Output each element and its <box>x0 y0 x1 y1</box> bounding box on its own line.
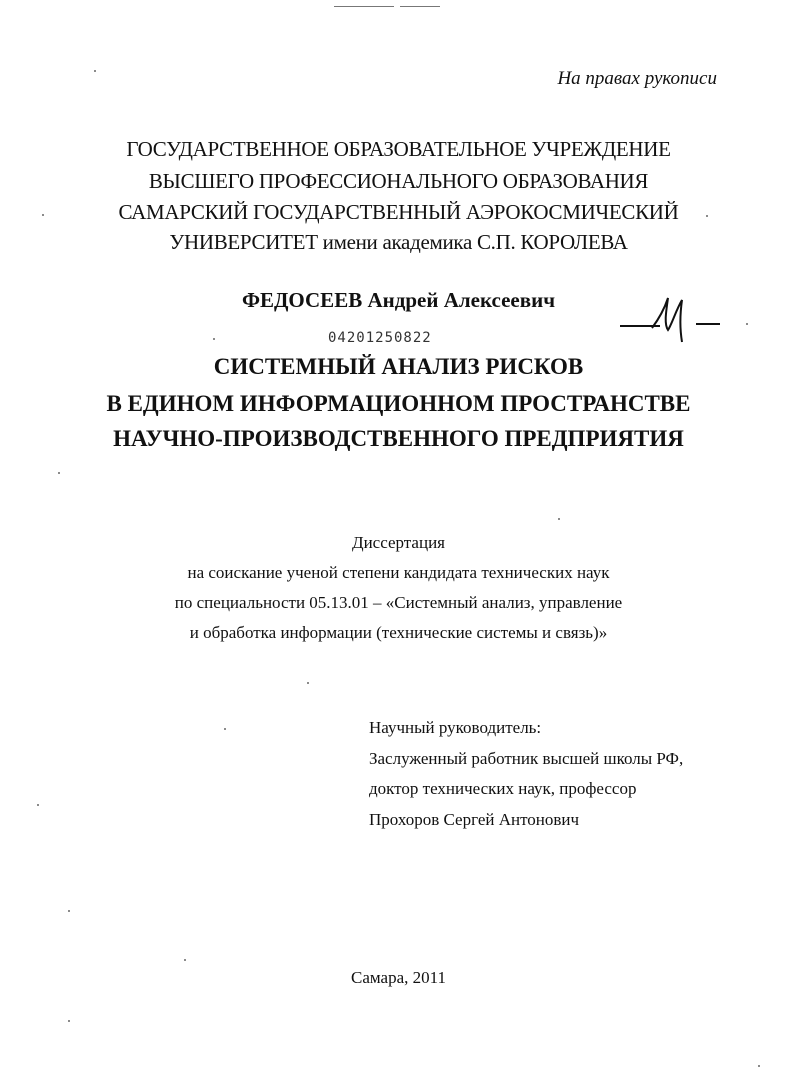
work-type: Диссертация <box>351 533 445 552</box>
scan-speck <box>213 338 215 340</box>
place-year: Самара, 2011 <box>351 968 446 987</box>
signature-mark <box>612 290 732 350</box>
advisor-title: Заслуженный работник высшей школы РФ, <box>369 749 684 768</box>
scan-speck <box>94 70 96 72</box>
scan-speck <box>758 1065 760 1067</box>
rights-note: На правах рукописи <box>557 68 717 89</box>
registration-number: 04201250822 <box>328 330 432 346</box>
scan-speck <box>224 728 226 730</box>
title-line-3: НАУЧНО-ПРОИЗВОДСТВЕННОГО ПРЕДПРИЯТИЯ <box>113 426 684 451</box>
scan-speck <box>706 215 708 217</box>
scan-speck <box>37 804 39 806</box>
work-line-3: и обработка информации (технические системы и связь)» <box>189 623 608 642</box>
scan-speck <box>307 682 309 684</box>
scan-speck <box>68 1020 70 1022</box>
organization-line-4: УНИВЕРСИТЕТ имени академика С.П. КОРОЛЕВА <box>169 230 628 254</box>
work-line-2: по специальности 05.13.01 – «Системный анализ, управление <box>174 593 623 612</box>
scan-line <box>400 6 440 7</box>
advisor-name: Прохоров Сергей Антонович <box>369 810 580 829</box>
advisor-degree: доктор технических наук, профессор <box>369 779 637 798</box>
title-line-2: В ЕДИНОМ ИНФОРМАЦИОННОМ ПРОСТРАНСТВЕ <box>106 391 691 416</box>
scan-speck <box>746 323 748 325</box>
scan-speck <box>58 472 60 474</box>
author-name: ФЕДОСЕЕВ Андрей Алексеевич <box>241 288 556 312</box>
title-line-1: СИСТЕМНЫЙ АНАЛИЗ РИСКОВ <box>213 354 584 379</box>
work-line-1: на соискание ученой степени кандидата технических наук <box>187 563 610 582</box>
scan-speck <box>184 959 186 961</box>
scan-speck <box>558 518 560 520</box>
scan-speck <box>42 214 44 216</box>
advisor-label: Научный руководитель: <box>369 718 542 737</box>
organization-line-2: ВЫСШЕГО ПРОФЕССИОНАЛЬНОГО ОБРАЗОВАНИЯ <box>148 169 649 193</box>
organization-line-1: ГОСУДАРСТВЕННОЕ ОБРАЗОВАТЕЛЬНОЕ УЧРЕЖДЕНИЕ <box>126 137 671 161</box>
scan-speck <box>68 910 70 912</box>
organization-line-3: САМАРСКИЙ ГОСУДАРСТВЕННЫЙ АЭРОКОСМИЧЕСКИЙ <box>118 200 679 224</box>
scan-line <box>334 6 394 7</box>
